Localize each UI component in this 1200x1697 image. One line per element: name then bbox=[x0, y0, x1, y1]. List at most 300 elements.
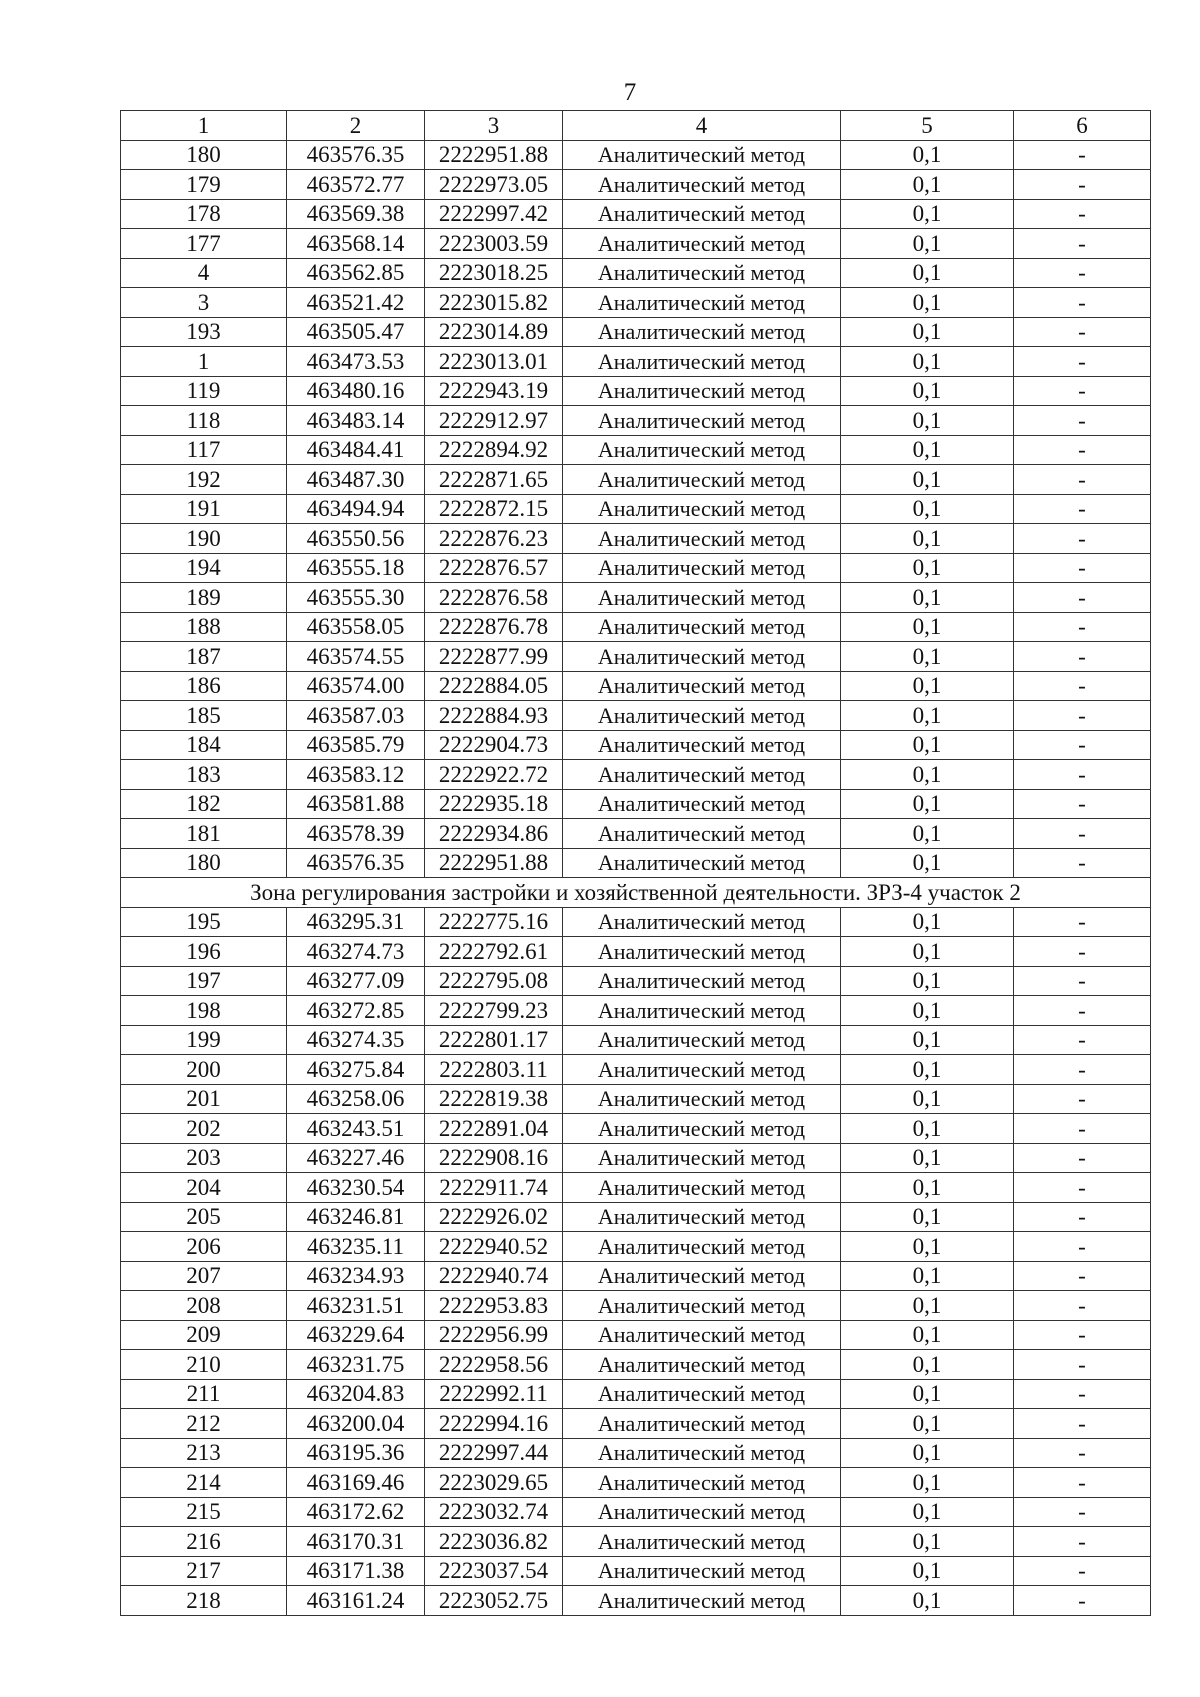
table-row bbox=[121, 435, 1151, 465]
section-row bbox=[121, 878, 1151, 908]
table-row bbox=[121, 1025, 1151, 1055]
point-number-cell: 117 bbox=[121, 435, 287, 465]
y-coordinate-cell: 2223018.25 bbox=[425, 258, 563, 288]
table-row bbox=[121, 583, 1151, 613]
y-coordinate-cell: 2223014.89 bbox=[425, 317, 563, 347]
accuracy-cell: 0,1 bbox=[841, 937, 1014, 967]
table-row bbox=[121, 229, 1151, 259]
note-cell: - bbox=[1014, 288, 1151, 318]
y-coordinate-cell: 2222819.38 bbox=[425, 1084, 563, 1114]
y-coordinate-cell: 2222951.88 bbox=[425, 848, 563, 878]
table-row bbox=[121, 671, 1151, 701]
table-row bbox=[121, 288, 1151, 318]
header-cell-4: 4 bbox=[563, 111, 841, 141]
point-number-cell: 185 bbox=[121, 701, 287, 731]
x-coordinate-cell: 463583.12 bbox=[287, 760, 425, 790]
table-row bbox=[121, 789, 1151, 819]
accuracy-cell: 0,1 bbox=[841, 760, 1014, 790]
point-number-cell: 179 bbox=[121, 170, 287, 200]
point-number-cell: 204 bbox=[121, 1173, 287, 1203]
method-cell: Аналитический метод bbox=[563, 1556, 841, 1586]
table-row bbox=[121, 1468, 1151, 1498]
accuracy-cell: 0,1 bbox=[841, 1438, 1014, 1468]
method-cell: Аналитический метод bbox=[563, 1320, 841, 1350]
y-coordinate-cell: 2222922.72 bbox=[425, 760, 563, 790]
table-row bbox=[121, 1527, 1151, 1557]
table-row bbox=[121, 612, 1151, 642]
point-number-cell: 186 bbox=[121, 671, 287, 701]
note-cell: - bbox=[1014, 317, 1151, 347]
method-cell: Аналитический метод bbox=[563, 1173, 841, 1203]
method-cell: Аналитический метод bbox=[563, 1409, 841, 1439]
x-coordinate-cell: 463231.51 bbox=[287, 1291, 425, 1321]
y-coordinate-cell: 2222912.97 bbox=[425, 406, 563, 436]
method-cell: Аналитический метод bbox=[563, 760, 841, 790]
accuracy-cell: 0,1 bbox=[841, 1261, 1014, 1291]
y-coordinate-cell: 2222871.65 bbox=[425, 465, 563, 495]
table-row bbox=[121, 494, 1151, 524]
table-row bbox=[121, 848, 1151, 878]
method-cell: Аналитический метод bbox=[563, 553, 841, 583]
table-row bbox=[121, 730, 1151, 760]
x-coordinate-cell: 463581.88 bbox=[287, 789, 425, 819]
y-coordinate-cell: 2222911.74 bbox=[425, 1173, 563, 1203]
y-coordinate-cell: 2222943.19 bbox=[425, 376, 563, 406]
accuracy-cell: 0,1 bbox=[841, 199, 1014, 229]
accuracy-cell: 0,1 bbox=[841, 1173, 1014, 1203]
x-coordinate-cell: 463484.41 bbox=[287, 435, 425, 465]
point-number-cell: 213 bbox=[121, 1438, 287, 1468]
note-cell: - bbox=[1014, 170, 1151, 200]
note-cell: - bbox=[1014, 819, 1151, 849]
point-number-cell: 203 bbox=[121, 1143, 287, 1173]
note-cell: - bbox=[1014, 642, 1151, 672]
point-number-cell: 212 bbox=[121, 1409, 287, 1439]
x-coordinate-cell: 463576.35 bbox=[287, 140, 425, 170]
method-cell: Аналитический метод bbox=[563, 465, 841, 495]
point-number-cell: 190 bbox=[121, 524, 287, 554]
point-number-cell: 177 bbox=[121, 229, 287, 259]
note-cell: - bbox=[1014, 937, 1151, 967]
method-cell: Аналитический метод bbox=[563, 937, 841, 967]
method-cell: Аналитический метод bbox=[563, 140, 841, 170]
method-cell: Аналитический метод bbox=[563, 583, 841, 613]
accuracy-cell: 0,1 bbox=[841, 288, 1014, 318]
table-row bbox=[121, 1202, 1151, 1232]
method-cell: Аналитический метод bbox=[563, 258, 841, 288]
x-coordinate-cell: 463274.35 bbox=[287, 1025, 425, 1055]
accuracy-cell: 0,1 bbox=[841, 406, 1014, 436]
note-cell: - bbox=[1014, 258, 1151, 288]
point-number-cell: 3 bbox=[121, 288, 287, 318]
x-coordinate-cell: 463243.51 bbox=[287, 1114, 425, 1144]
section-title: Зона регулирования застройки и хозяйственной деятельности. ЗРЗ-4 участок 2 bbox=[121, 878, 1151, 908]
method-cell: Аналитический метод bbox=[563, 1025, 841, 1055]
note-cell: - bbox=[1014, 760, 1151, 790]
y-coordinate-cell: 2222876.23 bbox=[425, 524, 563, 554]
point-number-cell: 218 bbox=[121, 1586, 287, 1616]
note-cell: - bbox=[1014, 1114, 1151, 1144]
accuracy-cell: 0,1 bbox=[841, 996, 1014, 1026]
table-row bbox=[121, 1320, 1151, 1350]
table-row bbox=[121, 1143, 1151, 1173]
note-cell: - bbox=[1014, 347, 1151, 377]
x-coordinate-cell: 463277.09 bbox=[287, 966, 425, 996]
header-cell-3: 3 bbox=[425, 111, 563, 141]
point-number-cell: 208 bbox=[121, 1291, 287, 1321]
y-coordinate-cell: 2222904.73 bbox=[425, 730, 563, 760]
table-row bbox=[121, 966, 1151, 996]
y-coordinate-cell: 2222951.88 bbox=[425, 140, 563, 170]
note-cell: - bbox=[1014, 730, 1151, 760]
method-cell: Аналитический метод bbox=[563, 1202, 841, 1232]
accuracy-cell: 0,1 bbox=[841, 701, 1014, 731]
accuracy-cell: 0,1 bbox=[841, 229, 1014, 259]
accuracy-cell: 0,1 bbox=[841, 730, 1014, 760]
method-cell: Аналитический метод bbox=[563, 819, 841, 849]
note-cell: - bbox=[1014, 1497, 1151, 1527]
accuracy-cell: 0,1 bbox=[841, 1055, 1014, 1085]
method-cell: Аналитический метод bbox=[563, 1143, 841, 1173]
x-coordinate-cell: 463246.81 bbox=[287, 1202, 425, 1232]
table-row bbox=[121, 1556, 1151, 1586]
table-row bbox=[121, 1084, 1151, 1114]
table-row bbox=[121, 1261, 1151, 1291]
accuracy-cell: 0,1 bbox=[841, 1114, 1014, 1144]
y-coordinate-cell: 2222891.04 bbox=[425, 1114, 563, 1144]
y-coordinate-cell: 2223029.65 bbox=[425, 1468, 563, 1498]
x-coordinate-cell: 463274.73 bbox=[287, 937, 425, 967]
note-cell: - bbox=[1014, 1379, 1151, 1409]
note-cell: - bbox=[1014, 701, 1151, 731]
note-cell: - bbox=[1014, 1586, 1151, 1616]
table-header bbox=[121, 111, 1151, 141]
y-coordinate-cell: 2222884.05 bbox=[425, 671, 563, 701]
x-coordinate-cell: 463521.42 bbox=[287, 288, 425, 318]
y-coordinate-cell: 2222799.23 bbox=[425, 996, 563, 1026]
point-number-cell: 210 bbox=[121, 1350, 287, 1380]
accuracy-cell: 0,1 bbox=[841, 170, 1014, 200]
y-coordinate-cell: 2223013.01 bbox=[425, 347, 563, 377]
note-cell: - bbox=[1014, 435, 1151, 465]
table-row bbox=[121, 140, 1151, 170]
point-number-cell: 200 bbox=[121, 1055, 287, 1085]
accuracy-cell: 0,1 bbox=[841, 1232, 1014, 1262]
note-cell: - bbox=[1014, 1468, 1151, 1498]
accuracy-cell: 0,1 bbox=[841, 465, 1014, 495]
x-coordinate-cell: 463550.56 bbox=[287, 524, 425, 554]
table-row bbox=[121, 1409, 1151, 1439]
point-number-cell: 188 bbox=[121, 612, 287, 642]
x-coordinate-cell: 463235.11 bbox=[287, 1232, 425, 1262]
y-coordinate-cell: 2222934.86 bbox=[425, 819, 563, 849]
note-cell: - bbox=[1014, 406, 1151, 436]
method-cell: Аналитический метод bbox=[563, 1497, 841, 1527]
note-cell: - bbox=[1014, 966, 1151, 996]
point-number-cell: 199 bbox=[121, 1025, 287, 1055]
method-cell: Аналитический метод bbox=[563, 730, 841, 760]
header-cell-2: 2 bbox=[287, 111, 425, 141]
accuracy-cell: 0,1 bbox=[841, 1586, 1014, 1616]
note-cell: - bbox=[1014, 1409, 1151, 1439]
point-number-cell: 189 bbox=[121, 583, 287, 613]
method-cell: Аналитический метод bbox=[563, 288, 841, 318]
accuracy-cell: 0,1 bbox=[841, 966, 1014, 996]
accuracy-cell: 0,1 bbox=[841, 524, 1014, 554]
table-row bbox=[121, 996, 1151, 1026]
point-number-cell: 217 bbox=[121, 1556, 287, 1586]
accuracy-cell: 0,1 bbox=[841, 140, 1014, 170]
accuracy-cell: 0,1 bbox=[841, 347, 1014, 377]
point-number-cell: 196 bbox=[121, 937, 287, 967]
method-cell: Аналитический метод bbox=[563, 494, 841, 524]
note-cell: - bbox=[1014, 553, 1151, 583]
header-cell-5: 5 bbox=[841, 111, 1014, 141]
accuracy-cell: 0,1 bbox=[841, 612, 1014, 642]
note-cell: - bbox=[1014, 1025, 1151, 1055]
method-cell: Аналитический метод bbox=[563, 907, 841, 937]
point-number-cell: 183 bbox=[121, 760, 287, 790]
table-row bbox=[121, 1291, 1151, 1321]
point-number-cell: 201 bbox=[121, 1084, 287, 1114]
note-cell: - bbox=[1014, 612, 1151, 642]
method-cell: Аналитический метод bbox=[563, 376, 841, 406]
point-number-cell: 180 bbox=[121, 848, 287, 878]
table-row bbox=[121, 258, 1151, 288]
x-coordinate-cell: 463483.14 bbox=[287, 406, 425, 436]
accuracy-cell: 0,1 bbox=[841, 553, 1014, 583]
method-cell: Аналитический метод bbox=[563, 1055, 841, 1085]
note-cell: - bbox=[1014, 1291, 1151, 1321]
x-coordinate-cell: 463161.24 bbox=[287, 1586, 425, 1616]
note-cell: - bbox=[1014, 524, 1151, 554]
accuracy-cell: 0,1 bbox=[841, 1025, 1014, 1055]
point-number-cell: 211 bbox=[121, 1379, 287, 1409]
note-cell: - bbox=[1014, 199, 1151, 229]
y-coordinate-cell: 2222997.42 bbox=[425, 199, 563, 229]
method-cell: Аналитический метод bbox=[563, 1468, 841, 1498]
method-cell: Аналитический метод bbox=[563, 229, 841, 259]
x-coordinate-cell: 463170.31 bbox=[287, 1527, 425, 1557]
accuracy-cell: 0,1 bbox=[841, 258, 1014, 288]
method-cell: Аналитический метод bbox=[563, 317, 841, 347]
note-cell: - bbox=[1014, 1320, 1151, 1350]
y-coordinate-cell: 2223003.59 bbox=[425, 229, 563, 259]
point-number-cell: 191 bbox=[121, 494, 287, 524]
note-cell: - bbox=[1014, 1261, 1151, 1291]
y-coordinate-cell: 2222876.57 bbox=[425, 553, 563, 583]
header-row bbox=[121, 111, 1151, 141]
method-cell: Аналитический метод bbox=[563, 1232, 841, 1262]
page-number: 7 bbox=[623, 79, 637, 106]
method-cell: Аналитический метод bbox=[563, 1527, 841, 1557]
x-coordinate-cell: 463505.47 bbox=[287, 317, 425, 347]
accuracy-cell: 0,1 bbox=[841, 494, 1014, 524]
y-coordinate-cell: 2222876.58 bbox=[425, 583, 563, 613]
x-coordinate-cell: 463473.53 bbox=[287, 347, 425, 377]
point-number-cell: 206 bbox=[121, 1232, 287, 1262]
x-coordinate-cell: 463555.30 bbox=[287, 583, 425, 613]
x-coordinate-cell: 463200.04 bbox=[287, 1409, 425, 1439]
header-cell-1: 1 bbox=[121, 111, 287, 141]
method-cell: Аналитический метод bbox=[563, 671, 841, 701]
table-row bbox=[121, 524, 1151, 554]
point-number-cell: 1 bbox=[121, 347, 287, 377]
y-coordinate-cell: 2222994.16 bbox=[425, 1409, 563, 1439]
y-coordinate-cell: 2222775.16 bbox=[425, 907, 563, 937]
method-cell: Аналитический метод bbox=[563, 701, 841, 731]
x-coordinate-cell: 463494.94 bbox=[287, 494, 425, 524]
method-cell: Аналитический метод bbox=[563, 1350, 841, 1380]
accuracy-cell: 0,1 bbox=[841, 1084, 1014, 1114]
table-row bbox=[121, 199, 1151, 229]
accuracy-cell: 0,1 bbox=[841, 671, 1014, 701]
y-coordinate-cell: 2222940.74 bbox=[425, 1261, 563, 1291]
accuracy-cell: 0,1 bbox=[841, 317, 1014, 347]
accuracy-cell: 0,1 bbox=[841, 848, 1014, 878]
point-number-cell: 184 bbox=[121, 730, 287, 760]
note-cell: - bbox=[1014, 1173, 1151, 1203]
point-number-cell: 205 bbox=[121, 1202, 287, 1232]
x-coordinate-cell: 463568.14 bbox=[287, 229, 425, 259]
x-coordinate-cell: 463569.38 bbox=[287, 199, 425, 229]
point-number-cell: 180 bbox=[121, 140, 287, 170]
accuracy-cell: 0,1 bbox=[841, 1556, 1014, 1586]
method-cell: Аналитический метод bbox=[563, 612, 841, 642]
table-row bbox=[121, 760, 1151, 790]
point-number-cell: 215 bbox=[121, 1497, 287, 1527]
y-coordinate-cell: 2222926.02 bbox=[425, 1202, 563, 1232]
accuracy-cell: 0,1 bbox=[841, 1320, 1014, 1350]
accuracy-cell: 0,1 bbox=[841, 642, 1014, 672]
point-number-cell: 193 bbox=[121, 317, 287, 347]
method-cell: Аналитический метод bbox=[563, 170, 841, 200]
point-number-cell: 209 bbox=[121, 1320, 287, 1350]
x-coordinate-cell: 463572.77 bbox=[287, 170, 425, 200]
accuracy-cell: 0,1 bbox=[841, 1497, 1014, 1527]
table-row bbox=[121, 347, 1151, 377]
table-row bbox=[121, 819, 1151, 849]
point-number-cell: 182 bbox=[121, 789, 287, 819]
table-row bbox=[121, 1114, 1151, 1144]
method-cell: Аналитический метод bbox=[563, 1084, 841, 1114]
y-coordinate-cell: 2222956.99 bbox=[425, 1320, 563, 1350]
x-coordinate-cell: 463169.46 bbox=[287, 1468, 425, 1498]
point-number-cell: 202 bbox=[121, 1114, 287, 1144]
note-cell: - bbox=[1014, 1438, 1151, 1468]
method-cell: Аналитический метод bbox=[563, 642, 841, 672]
table-row bbox=[121, 170, 1151, 200]
x-coordinate-cell: 463227.46 bbox=[287, 1143, 425, 1173]
x-coordinate-cell: 463585.79 bbox=[287, 730, 425, 760]
method-cell: Аналитический метод bbox=[563, 1379, 841, 1409]
note-cell: - bbox=[1014, 848, 1151, 878]
x-coordinate-cell: 463576.35 bbox=[287, 848, 425, 878]
x-coordinate-cell: 463480.16 bbox=[287, 376, 425, 406]
y-coordinate-cell: 2222803.11 bbox=[425, 1055, 563, 1085]
method-cell: Аналитический метод bbox=[563, 996, 841, 1026]
x-coordinate-cell: 463295.31 bbox=[287, 907, 425, 937]
note-cell: - bbox=[1014, 1202, 1151, 1232]
point-number-cell: 214 bbox=[121, 1468, 287, 1498]
point-number-cell: 192 bbox=[121, 465, 287, 495]
point-number-cell: 187 bbox=[121, 642, 287, 672]
table-body bbox=[121, 140, 1151, 1615]
method-cell: Аналитический метод bbox=[563, 406, 841, 436]
note-cell: - bbox=[1014, 907, 1151, 937]
y-coordinate-cell: 2222872.15 bbox=[425, 494, 563, 524]
y-coordinate-cell: 2222876.78 bbox=[425, 612, 563, 642]
table-row bbox=[121, 317, 1151, 347]
point-number-cell: 4 bbox=[121, 258, 287, 288]
note-cell: - bbox=[1014, 140, 1151, 170]
x-coordinate-cell: 463574.55 bbox=[287, 642, 425, 672]
point-number-cell: 198 bbox=[121, 996, 287, 1026]
accuracy-cell: 0,1 bbox=[841, 1202, 1014, 1232]
note-cell: - bbox=[1014, 671, 1151, 701]
x-coordinate-cell: 463578.39 bbox=[287, 819, 425, 849]
y-coordinate-cell: 2222958.56 bbox=[425, 1350, 563, 1380]
note-cell: - bbox=[1014, 1350, 1151, 1380]
point-number-cell: 118 bbox=[121, 406, 287, 436]
table-row bbox=[121, 1497, 1151, 1527]
table-row bbox=[121, 553, 1151, 583]
note-cell: - bbox=[1014, 1232, 1151, 1262]
y-coordinate-cell: 2222953.83 bbox=[425, 1291, 563, 1321]
method-cell: Аналитический метод bbox=[563, 347, 841, 377]
x-coordinate-cell: 463234.93 bbox=[287, 1261, 425, 1291]
accuracy-cell: 0,1 bbox=[841, 435, 1014, 465]
point-number-cell: 207 bbox=[121, 1261, 287, 1291]
y-coordinate-cell: 2222940.52 bbox=[425, 1232, 563, 1262]
note-cell: - bbox=[1014, 1556, 1151, 1586]
x-coordinate-cell: 463558.05 bbox=[287, 612, 425, 642]
y-coordinate-cell: 2223037.54 bbox=[425, 1556, 563, 1586]
x-coordinate-cell: 463195.36 bbox=[287, 1438, 425, 1468]
y-coordinate-cell: 2223032.74 bbox=[425, 1497, 563, 1527]
y-coordinate-cell: 2222877.99 bbox=[425, 642, 563, 672]
y-coordinate-cell: 2222884.93 bbox=[425, 701, 563, 731]
y-coordinate-cell: 2222935.18 bbox=[425, 789, 563, 819]
accuracy-cell: 0,1 bbox=[841, 1409, 1014, 1439]
y-coordinate-cell: 2222908.16 bbox=[425, 1143, 563, 1173]
x-coordinate-cell: 463172.62 bbox=[287, 1497, 425, 1527]
accuracy-cell: 0,1 bbox=[841, 907, 1014, 937]
x-coordinate-cell: 463562.85 bbox=[287, 258, 425, 288]
note-cell: - bbox=[1014, 583, 1151, 613]
x-coordinate-cell: 463258.06 bbox=[287, 1084, 425, 1114]
method-cell: Аналитический метод bbox=[563, 199, 841, 229]
accuracy-cell: 0,1 bbox=[841, 1379, 1014, 1409]
table-row bbox=[121, 642, 1151, 672]
table-row bbox=[121, 1350, 1151, 1380]
x-coordinate-cell: 463204.83 bbox=[287, 1379, 425, 1409]
y-coordinate-cell: 2222894.92 bbox=[425, 435, 563, 465]
x-coordinate-cell: 463231.75 bbox=[287, 1350, 425, 1380]
y-coordinate-cell: 2222997.44 bbox=[425, 1438, 563, 1468]
note-cell: - bbox=[1014, 789, 1151, 819]
table-row bbox=[121, 1438, 1151, 1468]
method-cell: Аналитический метод bbox=[563, 1438, 841, 1468]
note-cell: - bbox=[1014, 494, 1151, 524]
x-coordinate-cell: 463487.30 bbox=[287, 465, 425, 495]
point-number-cell: 197 bbox=[121, 966, 287, 996]
point-number-cell: 216 bbox=[121, 1527, 287, 1557]
y-coordinate-cell: 2222792.61 bbox=[425, 937, 563, 967]
x-coordinate-cell: 463275.84 bbox=[287, 1055, 425, 1085]
y-coordinate-cell: 2223052.75 bbox=[425, 1586, 563, 1616]
x-coordinate-cell: 463574.00 bbox=[287, 671, 425, 701]
